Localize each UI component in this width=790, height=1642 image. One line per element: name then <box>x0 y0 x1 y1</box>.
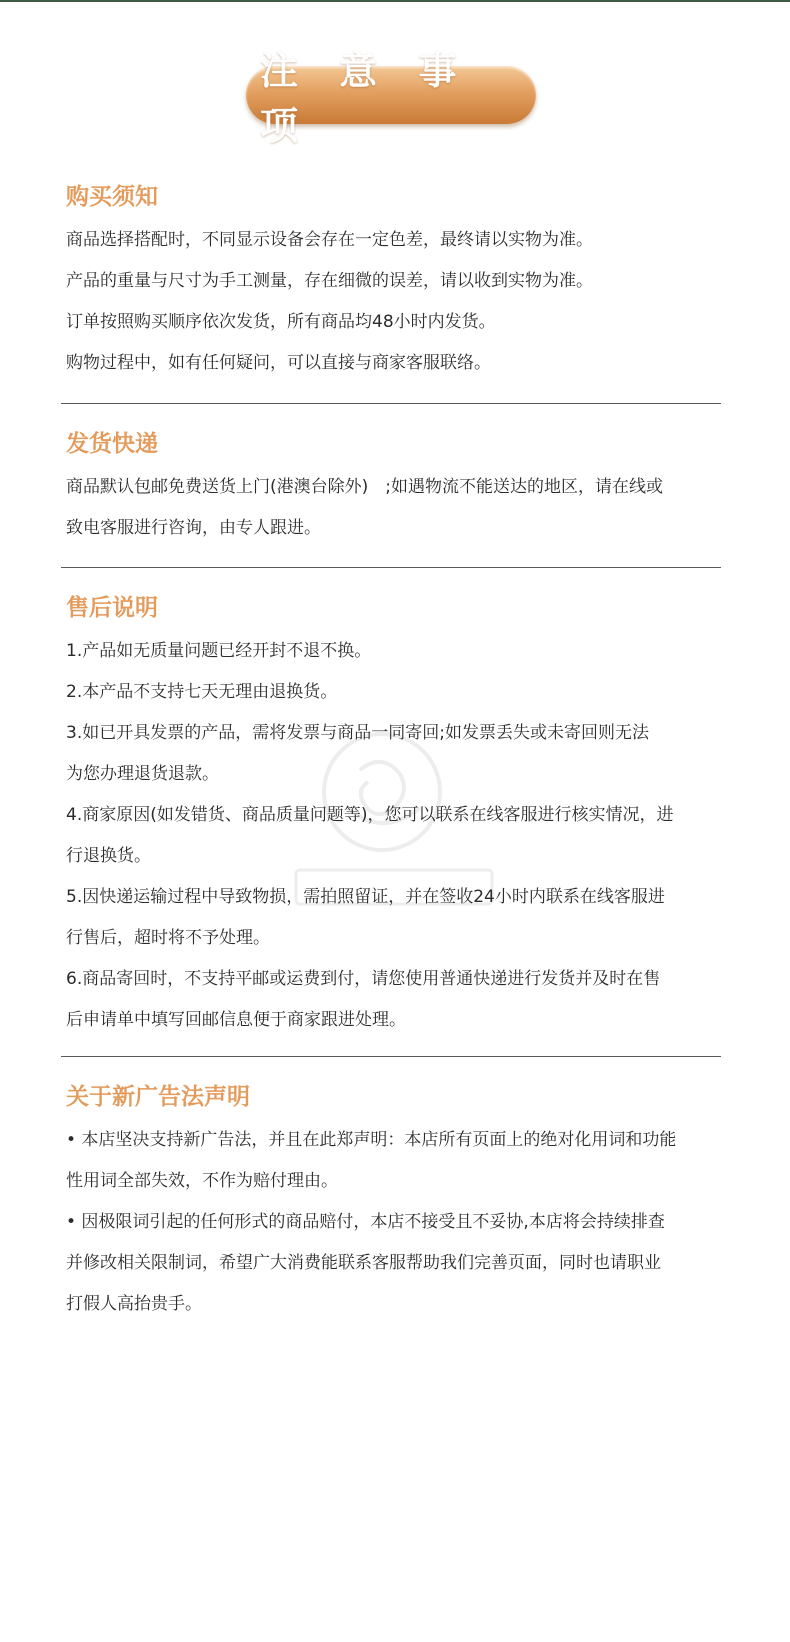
adlaw-line: 打假人高抬贵手。 <box>66 1294 202 1314</box>
purchase-line: 购物过程中，如有任何疑问，可以直接与商家客服联络。 <box>66 353 491 373</box>
section-shipping <box>66 427 722 549</box>
title-banner <box>246 49 536 148</box>
page-title: 注 意 事 项 <box>260 49 471 148</box>
section-heading-aftersale: 售后说明 <box>66 595 158 621</box>
purchase-line: 商品选择搭配时，不同显示设备会存在一定色差，最终请以实物为准。 <box>66 230 593 250</box>
section-heading-adlaw: 关于新广告法声明 <box>66 1084 250 1110</box>
shipping-line: 致电客服进行咨询，由专人跟进。 <box>66 518 321 538</box>
aftersale-line: 3.如已开具发票的产品，需将发票与商品一同寄回;如发票丢失或未寄回则无法 <box>66 723 649 743</box>
adlaw-line: • 本店坚决支持新广告法，并且在此郑声明：本店所有页面上的绝对化用词和功能 <box>66 1130 677 1150</box>
aftersale-line: 行售后，超时将不予处理。 <box>66 928 270 948</box>
adlaw-line: 性用词全部失效，不作为赔付理由。 <box>66 1171 338 1191</box>
adlaw-line: • 因极限词引起的任何形式的商品赔付，本店不接受且不妥协,本店将会持续排查 <box>66 1212 665 1232</box>
divider <box>61 403 721 404</box>
divider <box>61 567 721 568</box>
top-border <box>0 0 790 2</box>
section-ad-law-statement <box>66 1080 722 1325</box>
aftersale-line: 行退换货。 <box>66 846 151 866</box>
aftersale-line: 2.本产品不支持七天无理由退换货。 <box>66 682 338 702</box>
adlaw-line: 并修改相关限制词，希望广大消费能联系客服帮助我们完善页面，同时也请职业 <box>66 1253 661 1273</box>
aftersale-line: 后申请单中填写回邮信息便于商家跟进处理。 <box>66 1010 406 1030</box>
aftersale-line: 为您办理退货退款。 <box>66 764 219 784</box>
section-purchase-notice <box>66 180 722 384</box>
aftersale-line: 5.因快递运输过程中导致物损，需拍照留证，并在签收24小时内联系在线客服进 <box>66 887 665 907</box>
purchase-line: 产品的重量与尺寸为手工测量，存在细微的误差，请以收到实物为准。 <box>66 271 593 291</box>
aftersale-line: 6.商品寄回时，不支持平邮或运费到付，请您使用普通快递进行发货并及时在售 <box>66 969 661 989</box>
shipping-line: 商品默认包邮免费送货上门(港澳台除外) ;如遇物流不能送达的地区，请在线或 <box>66 477 663 497</box>
section-heading-shipping: 发货快递 <box>66 431 158 457</box>
section-after-sales <box>66 591 722 1041</box>
section-heading-purchase: 购买须知 <box>66 184 158 210</box>
aftersale-line: 1.产品如无质量问题已经开封不退不换。 <box>66 641 372 661</box>
divider <box>61 1056 721 1057</box>
purchase-line: 订单按照购买顺序依次发货，所有商品均48小时内发货。 <box>66 312 496 332</box>
aftersale-line: 4.商家原因(如发错货、商品质量问题等)，您可以联系在线客服进行核实情况，进 <box>66 805 674 825</box>
